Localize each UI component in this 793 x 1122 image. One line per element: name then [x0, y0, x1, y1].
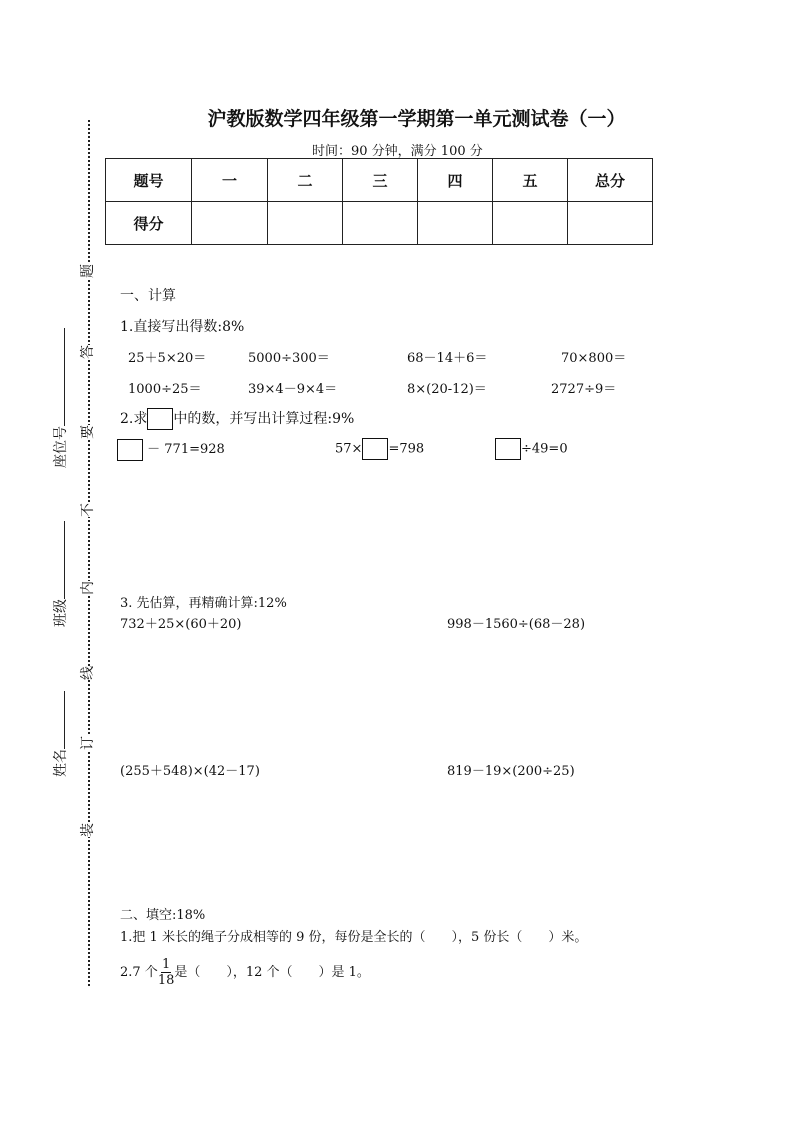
fill-question-text: 2.7 个 [120, 965, 158, 980]
class-label: 班级 [53, 599, 69, 627]
table-header-cell: 四 [418, 159, 493, 202]
score-cell[interactable] [418, 202, 493, 245]
equation-text: ÷49=0 [521, 441, 568, 457]
answer-box-icon [147, 408, 173, 430]
score-cell[interactable] [268, 202, 343, 245]
binding-char: 装 [77, 823, 97, 837]
score-table [105, 158, 653, 245]
fill-question [120, 957, 370, 988]
name-label: 姓名 [53, 749, 69, 777]
name-field[interactable] [50, 687, 70, 777]
binding-char: 要 [77, 425, 97, 439]
table-row [106, 159, 653, 202]
class-field[interactable] [50, 517, 70, 627]
section-heading: 一、计算 [120, 288, 176, 304]
equation-text: =798 [388, 441, 425, 457]
equation [117, 438, 225, 461]
exam-time-info: 时间：90 分钟，满分 100 分 [312, 144, 483, 159]
table-header-cell: 总分 [568, 159, 653, 202]
question-label: 3. 先估算，再精确计算:12% [120, 596, 287, 611]
calc-item: 25＋5×20＝ [128, 351, 207, 366]
page-title: 沪教版数学四年级第一学期第一单元测试卷（一） [207, 108, 626, 130]
binding-char: 线 [77, 666, 97, 680]
fraction-denominator: 18 [157, 973, 175, 988]
calc-item: 2727÷9＝ [551, 382, 617, 397]
score-cell[interactable] [493, 202, 568, 245]
binding-char: 内 [77, 581, 97, 595]
answer-box[interactable] [117, 439, 143, 461]
table-header-cell: 题号 [106, 159, 192, 202]
calc-item: (255＋548)×(42－17) [120, 764, 260, 779]
table-header-cell: 一 [192, 159, 268, 202]
fill-question: 1.把 1 米长的绳子分成相等的 9 份，每份是全长的（ ），5 份长（ ）米。 [120, 930, 588, 945]
calc-item: 5000÷300＝ [248, 351, 330, 366]
calc-item: 1000÷25＝ [128, 382, 202, 397]
binding-char: 订 [77, 736, 97, 750]
section-heading: 二、填空:18% [120, 908, 206, 923]
table-row-label: 得分 [106, 202, 192, 245]
calc-item: 39×4－9×4＝ [248, 382, 338, 397]
binding-char: 不 [77, 503, 97, 517]
table-row [106, 202, 653, 245]
table-header-cell: 二 [268, 159, 343, 202]
fill-question-text: 是（ ），12 个（ ）是 1。 [174, 965, 370, 980]
question-label [120, 408, 354, 430]
equation-text: 57× [335, 441, 363, 457]
binding-dotted-line [88, 120, 90, 986]
question-label-pre: 2.求 [120, 411, 148, 427]
calc-item: 70×800＝ [561, 351, 627, 366]
binding-char: 答 [77, 345, 97, 359]
fraction-numerator: 1 [161, 957, 171, 972]
fraction [158, 957, 175, 988]
calc-item: 68－14＋6＝ [407, 351, 488, 366]
answer-box[interactable] [362, 438, 388, 460]
equation-text: － 771=928 [147, 442, 225, 457]
calc-item: 819－19×(200÷25) [447, 764, 575, 779]
calc-item: 998－1560÷(68－28) [447, 617, 586, 632]
score-cell[interactable] [343, 202, 418, 245]
calc-item: 732＋25×(60＋20) [120, 617, 242, 632]
seat-number-field[interactable] [50, 324, 70, 468]
equation [495, 438, 568, 460]
table-header-cell: 五 [493, 159, 568, 202]
equation [335, 438, 424, 460]
score-cell[interactable] [192, 202, 268, 245]
answer-box[interactable] [495, 438, 521, 460]
calc-item: 8×(20-12)＝ [407, 382, 487, 397]
table-header-cell: 三 [343, 159, 418, 202]
score-cell[interactable] [568, 202, 653, 245]
question-label-post: 中的数，并写出计算过程:9% [173, 411, 355, 427]
seat-number-label: 座位号 [53, 426, 69, 468]
binding-char: 题 [77, 264, 97, 278]
question-label: 1.直接写出得数:8% [120, 319, 245, 335]
